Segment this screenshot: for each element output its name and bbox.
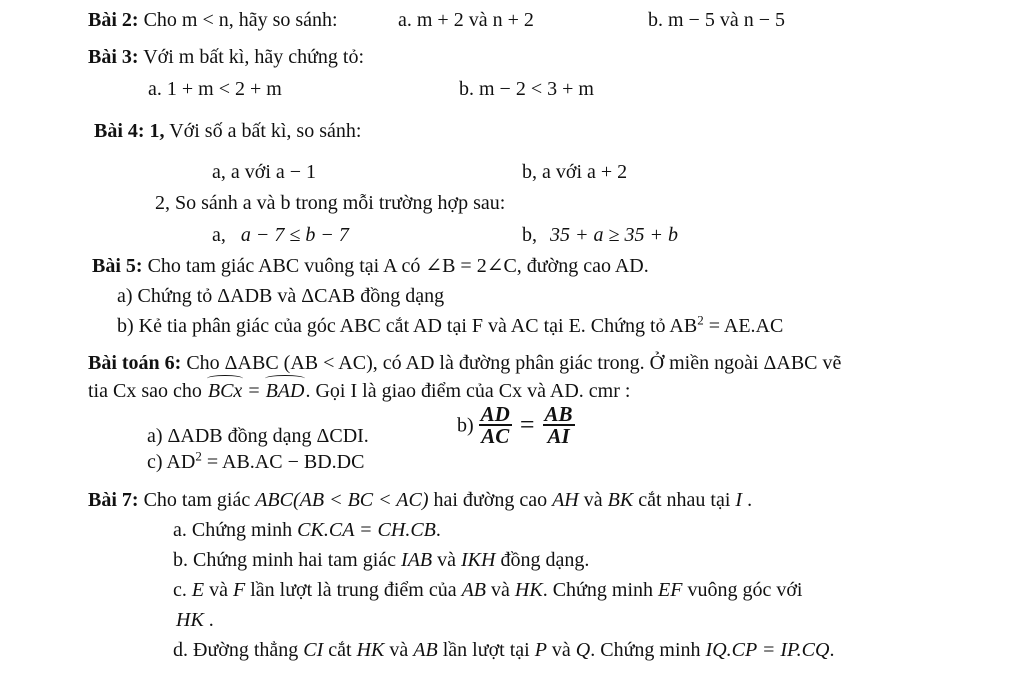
bai7-d-ab: AB: [413, 639, 438, 661]
bai6-c-pre: c) AD: [147, 451, 196, 473]
bai7-b: [173, 548, 589, 572]
bai7-c-line2: [176, 608, 214, 632]
bai4-p2a-label: a,: [212, 224, 226, 246]
bai6-prompt: Cho ΔABC (AB < AC), có AD là đường phân giác trong. Ở miền ngoài ΔABC vẽ: [186, 352, 842, 374]
bai4-prompt: Với số a bất kì, so sánh:: [169, 120, 362, 142]
bai3-prompt: Với m bất kì, hãy chứng tỏ:: [143, 46, 365, 68]
bai5-a: a) Chứng tỏ ΔADB và ΔCAB đồng dạng: [117, 285, 445, 307]
bai5-b-post: = AE.AC: [703, 315, 784, 337]
bai7-c-3: và: [486, 579, 515, 601]
bai7-d-1: cắt: [323, 639, 357, 661]
bai6-c-post: = AB.AC − BD.DC: [201, 451, 365, 473]
bai5-prompt: Cho tam giác ABC vuông tại A có ∠B = 2∠C, đường cao AD.: [147, 255, 649, 277]
bai7-c-2: lần lượt là trung điểm của: [245, 579, 462, 601]
bai7-prompt-pre: Cho tam giác: [143, 489, 256, 511]
bai6-a: a) ΔADB đồng dạng ΔCDI.: [147, 425, 369, 447]
bai7-d-end: .: [829, 639, 835, 661]
bai7-prompt-mid1: hai đường cao: [428, 489, 553, 511]
bai7-c: [173, 578, 802, 602]
bai7-prompt-mid2: cắt nhau tại: [633, 489, 736, 511]
bai7-e: E: [191, 579, 205, 601]
bai3-a: a. 1 + m < 2 + m: [148, 78, 282, 100]
bai7-c-5: vuông góc với: [682, 579, 803, 601]
bai7-ah: AH: [552, 489, 579, 511]
bai7-b-pre: b. Chứng minh hai tam giác: [173, 549, 402, 571]
bai5-b-sup: 2: [697, 312, 704, 328]
bai7-d: [173, 638, 834, 662]
bai4-p2: 2, So sánh a và b trong mỗi trường hợp sau:: [155, 192, 506, 214]
bai3-line: [88, 45, 364, 69]
bai4-p2a-expr: a − 7 ≤ b − 7: [240, 224, 349, 246]
bai7-ci: CI: [303, 639, 324, 661]
bai4-line: [94, 119, 361, 143]
bai7-c-1: và: [204, 579, 233, 601]
bai7-a-expr: CK.CA = CH.CB: [297, 519, 436, 541]
bai7-d-2: và: [384, 639, 414, 661]
bai7-d-pre: d. Đường thẳng: [173, 639, 304, 661]
bai6-angle-eq: =: [243, 380, 265, 402]
bai7-b-mid: và: [432, 549, 462, 571]
bai6-line2: [88, 379, 630, 403]
bai5-line: [92, 254, 649, 278]
bai7-c-line2-end: .: [203, 609, 214, 631]
bai7-c-pre: c.: [173, 579, 192, 601]
bai6-c: [147, 450, 364, 474]
bai4-title: Bài 4: 1,: [94, 120, 165, 142]
bai4-p1a: a, a với a − 1: [212, 161, 317, 183]
bai7-va: và: [578, 489, 608, 511]
bai7-iab: IAB: [401, 549, 433, 571]
bai4-p2b-label: b,: [522, 224, 537, 246]
bai5-title: Bài 5:: [92, 255, 143, 277]
bai7-d-3: lần lượt tại: [437, 639, 535, 661]
bai7-ef: EF: [658, 579, 683, 601]
bai7-prompt-expr: ABC(AB < BC < AC): [255, 489, 429, 511]
bai6-frac-eq: =: [519, 410, 535, 440]
bai7-f: F: [233, 579, 246, 601]
bai4-p1b: b, a với a + 2: [522, 161, 628, 183]
bai7-c-4: . Chứng minh: [542, 579, 658, 601]
bai6-frac1-num: AD: [480, 402, 510, 427]
bai7-p: P: [534, 639, 547, 661]
bai6-frac2-num: AB: [544, 402, 573, 427]
bai4-p2a: [212, 223, 349, 247]
bai4-p2b: [522, 223, 678, 247]
bai7-ab: AB: [461, 579, 487, 601]
bai6-angle2: BAD: [265, 380, 305, 402]
bai6-line: [88, 351, 841, 375]
bai2-b: b. m − 5 và n − 5: [648, 9, 785, 31]
bai7-c-hk2: HK: [176, 609, 204, 631]
bai5-b-text: b) Kẻ tia phân giác của góc ABC cắt AD tại F và AC tại E. Chứng tỏ AB: [117, 315, 698, 337]
bai7-q: Q: [575, 639, 591, 661]
bai7-ikh: IKH: [461, 549, 496, 571]
bai7-a-pre: a. Chứng minh: [173, 519, 298, 541]
bai7-d-4: và: [546, 639, 576, 661]
bai7-d-5: . Chứng minh: [590, 639, 706, 661]
bai6-frac1: [479, 402, 512, 449]
bai7-d-hk: HK: [356, 639, 385, 661]
bai6-c-sup: 2: [195, 448, 202, 464]
bai7-bk: BK: [607, 489, 634, 511]
bai7-d-expr: IQ.CP = IP.CQ: [705, 639, 830, 661]
bai6-frac1-den: AC: [481, 424, 510, 449]
bai6-frac2: [543, 402, 575, 449]
bai7-i: I: [735, 489, 743, 511]
bai2-prompt: Cho m < n, hãy so sánh:: [143, 9, 338, 31]
bai7-title: Bài 7:: [88, 489, 139, 511]
bai6-b: [457, 402, 575, 447]
bai7-hk: HK: [514, 579, 543, 601]
bai6-frac2-den: AI: [547, 424, 570, 449]
bai2-line: [88, 8, 338, 32]
bai6-line2-post: . Gọi I là giao điểm của Cx và AD. cmr :: [305, 380, 631, 402]
bai3-b: b. m − 2 < 3 + m: [459, 78, 594, 100]
bai2-title: Bài 2:: [88, 9, 139, 31]
bai6-title: Bài toán 6:: [88, 352, 182, 374]
bai6-line2-pre: tia Cx sao cho: [88, 380, 207, 402]
bai7-a: [173, 518, 441, 542]
bai5-b: [117, 314, 783, 338]
bai7-b-end: đồng dạng.: [495, 549, 590, 571]
bai7-prompt-end: .: [742, 489, 753, 511]
bai6-b-label: b): [457, 414, 474, 437]
bai7-line: [88, 488, 752, 512]
bai7-a-end: .: [435, 519, 441, 541]
bai3-title: Bài 3:: [88, 46, 139, 68]
bai6-angle1: BCx: [207, 380, 243, 402]
bai4-p2b-expr: 35 + a ≥ 35 + b: [550, 224, 678, 246]
bai2-a: a. m + 2 và n + 2: [398, 9, 534, 31]
